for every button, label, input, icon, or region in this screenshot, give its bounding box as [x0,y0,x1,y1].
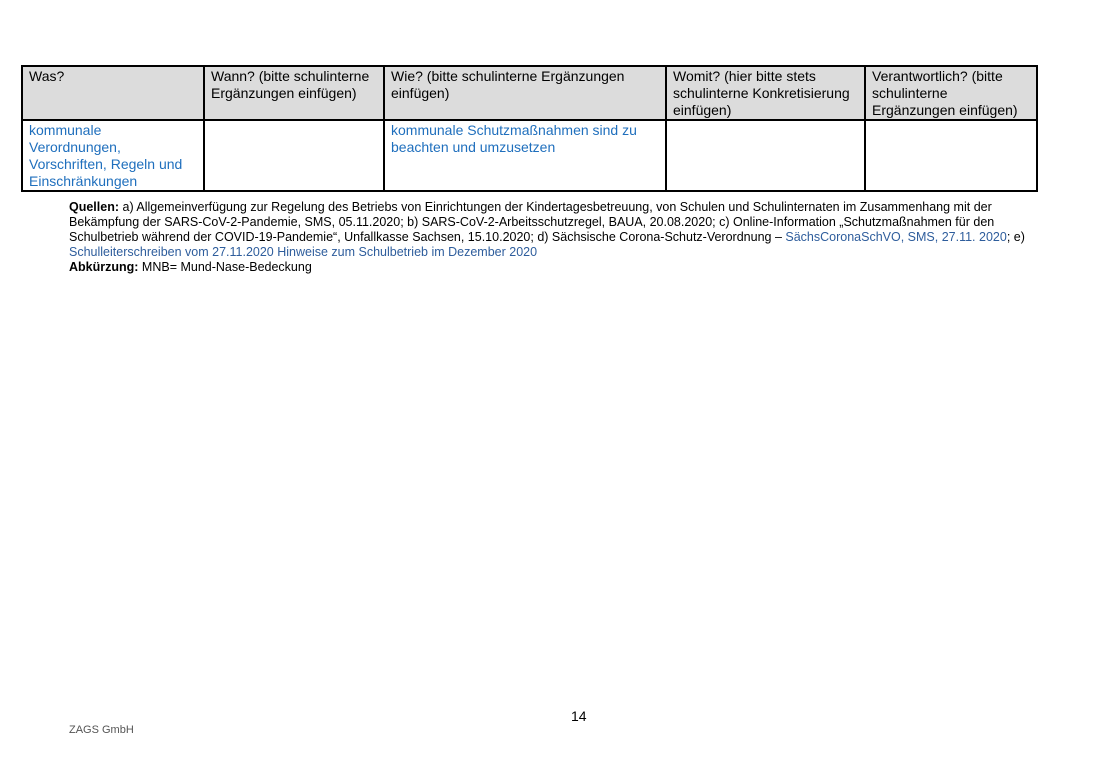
table-row [22,120,1037,191]
sources-paragraph [69,200,1059,260]
column-header-wie: Wie? (bitte schulinterne Ergänzungen einfügen) [384,66,666,120]
column-header-womit: Womit? (hier bitte stets schulinterne Konkretisierung einfügen) [666,66,865,120]
cell-verantwortlich [865,120,1037,191]
column-header-verantwortlich: Verantwortlich? (bitte schulinterne Ergänzungen einfügen) [865,66,1037,120]
sources-separator: ; e) [1006,230,1025,244]
sources-text: a) Allgemeinverfügung zur Regelung des Betriebs von Einrichtungen der Kindertagesbetreuung, von Schulen und Schulinternaten im Zusammenhang mit der Bekämpfung der SARS-CoV-2-Pandemie, SMS, 05.11.2020; b) SARS-CoV-2-Arbeitsschutzregel, BAUA, 20.08.2020; c) Online-Information „Schutzmaßnahmen für den Schulbetrieb während der COVID-19-Pandemie“, Unfallkasse Sachsen, 15.10.2020; d) Sächsische Corona-Schutz-Verordnung – [69,200,995,244]
cell-womit [666,120,865,191]
table-header-row [22,66,1037,120]
column-header-wann: Wann? (bitte schulinterne Ergänzungen einfügen) [204,66,384,120]
abbreviation-text: MNB= Mund-Nase-Bedeckung [138,260,312,274]
cell-wie: kommunale Schutzmaßnahmen sind zu beachten und umzusetzen [384,120,666,191]
measures-table [21,65,1038,192]
footer-company: ZAGS GmbH [69,724,134,736]
source-link-schulleiterschreiben[interactable]: Schulleiterschreiben vom 27.11.2020 Hinweise zum Schulbetrieb im Dezember 2020 [69,245,538,259]
sources-block [69,200,1059,275]
cell-wann [204,120,384,191]
page-number: 14 [571,708,587,724]
abbreviation-paragraph [69,260,1059,275]
column-header-was: Was? [22,66,204,120]
source-link-saechscoronaschvo[interactable]: SächsCoronaSchVO, SMS, 27.11. 2020 [785,230,1007,244]
sources-label: Quellen: [69,200,120,214]
cell-was: kommunale Verordnungen, Vorschriften, Regeln und Einschränkungen [22,120,204,191]
abbreviation-label: Abkürzung: [69,260,139,274]
